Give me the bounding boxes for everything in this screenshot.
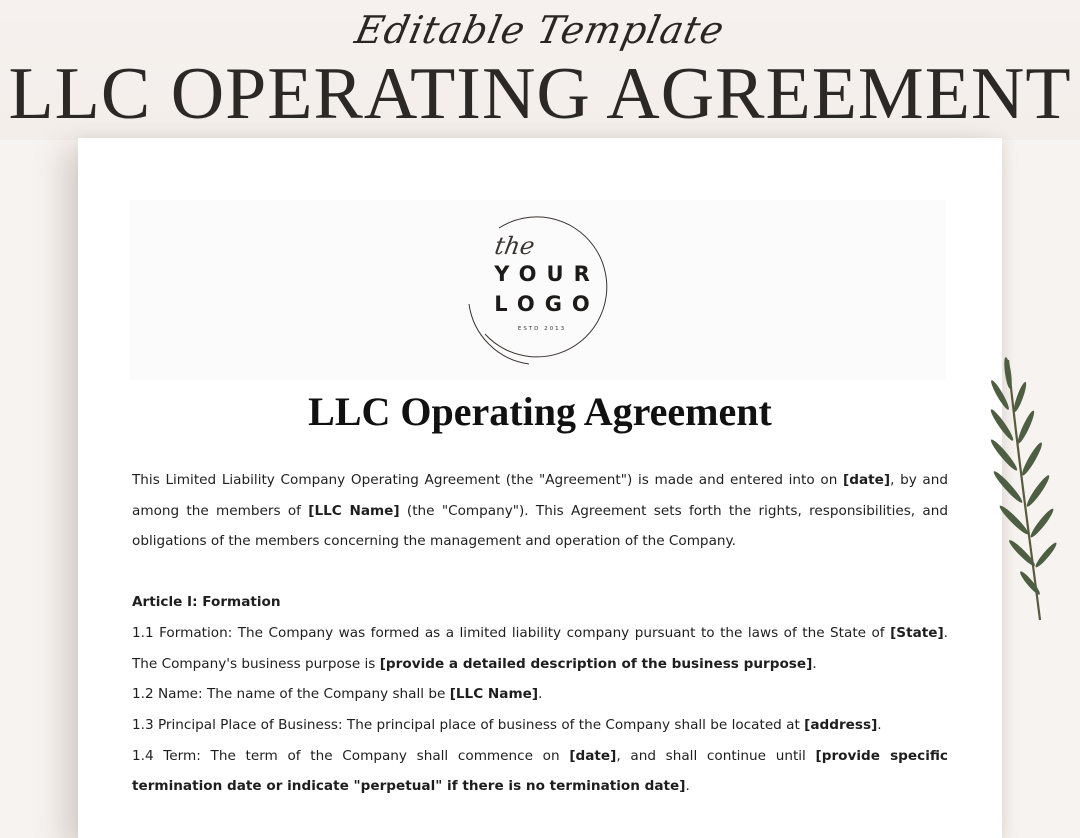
document-body [132, 465, 948, 802]
section-1-2-text-1: 1.2 Name: The name of the Company shall be [132, 686, 450, 703]
document-page [78, 138, 1002, 838]
section-1-4-text-2: , and shall continue until [616, 747, 816, 764]
logo-circle-icon [467, 216, 617, 366]
placeholder-termination[interactable]: [provide specific termination date or indicate "perpetual" if there is no termination date] [132, 747, 948, 795]
placeholder-llc-name-2[interactable]: [LLC Name] [449, 686, 539, 703]
intro-text-2: , by and among the members of [132, 472, 948, 519]
article-1-heading: Article I: Formation [132, 594, 281, 611]
rosemary-sprig-icon [980, 355, 1070, 625]
intro-text-1: This Limited Liability Company Operating Agreement (the "Agreement") is made and entered into on [132, 472, 843, 488]
section-1-1-text-1: 1.1 Formation: The Company was formed as a limited liability company pursuant to the laws of the State of [132, 624, 891, 641]
section-1-3 [132, 710, 948, 741]
section-1-4-text-1: 1.4 Term: The term of the Company shall commence on [132, 747, 570, 764]
placeholder-address[interactable]: [address] [804, 716, 878, 733]
banner-title: LLC OPERATING AGREEMENT [8, 53, 1072, 135]
logo-placeholder[interactable] [467, 216, 617, 366]
placeholder-state[interactable]: [State] [890, 624, 944, 641]
document-title: LLC Operating Agreement [308, 389, 772, 434]
section-1-4 [132, 741, 948, 802]
section-1-2 [132, 679, 948, 710]
section-1-1 [132, 618, 948, 679]
logo-line-logo: LOGO [494, 292, 600, 316]
placeholder-llc-name[interactable]: [LLC Name] [308, 502, 400, 519]
placeholder-date[interactable]: [date] [843, 472, 891, 488]
logo-the-text: the [492, 232, 537, 260]
script-subtitle: Editable Template [351, 8, 729, 52]
spacer [132, 557, 948, 587]
logo-line-your: YOUR [494, 262, 600, 286]
intro-paragraph [132, 465, 948, 557]
placeholder-business-purpose[interactable]: [provide a detailed description of the business purpose] [379, 655, 813, 672]
section-1-1-text-3: . [812, 655, 817, 672]
section-1-2-text-2: . [538, 686, 543, 703]
intro-text-3: (the "Company"). This Agreement sets forth the rights, responsibilities, and obligations of the members concerning the management and operation of the Company. [132, 502, 948, 550]
section-1-1-text-2: . The Company's business purpose is [132, 624, 948, 672]
placeholder-date-2[interactable]: [date] [569, 747, 617, 764]
section-1-3-text-2: . [877, 716, 882, 733]
logo-estd-text: ESTD 2013 [517, 326, 567, 332]
section-1-4-text-3: . [685, 778, 690, 795]
section-1-3-text-1: 1.3 Principal Place of Business: The principal place of business of the Company shall be located at [132, 716, 805, 733]
